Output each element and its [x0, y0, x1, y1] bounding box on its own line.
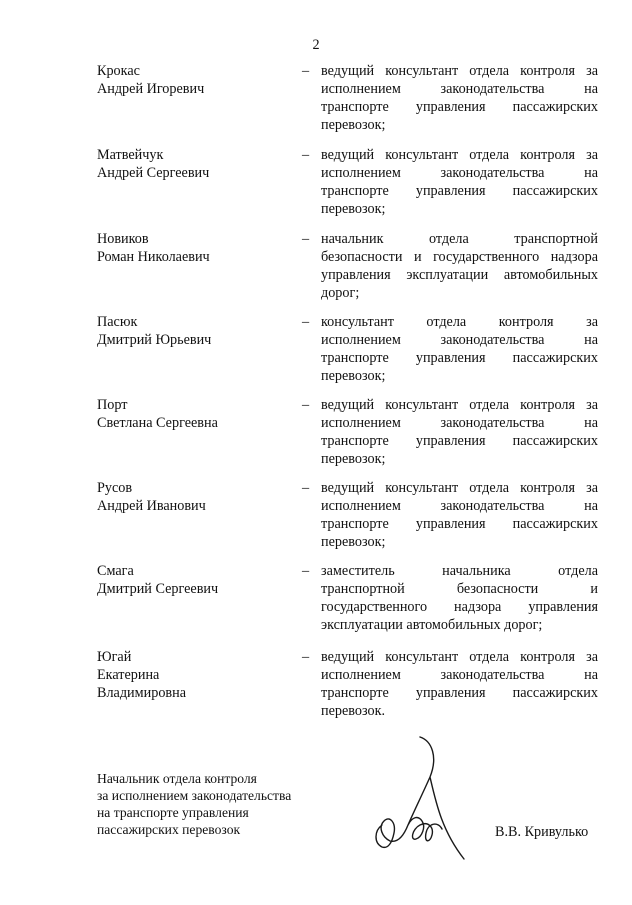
staff-role-line: ведущий консультант отдела контроля за: [321, 480, 598, 496]
staff-name-line: Андрей Сергеевич: [97, 165, 210, 181]
staff-name: [97, 396, 287, 432]
signer-name: В.В. Кривулько: [495, 824, 589, 840]
staff-name-line: Новиков: [97, 231, 149, 247]
footer-line: пассажирских перевозок: [97, 822, 241, 837]
staff-role: [321, 313, 598, 385]
staff-role-line: ведущий консультант отдела контроля за: [321, 147, 598, 163]
staff-role-line: исполнением законодательства на: [321, 81, 598, 97]
staff-role-line: государственного надзора управления: [321, 599, 598, 615]
staff-name: [97, 648, 287, 702]
staff-role-line: исполнением законодательства на: [321, 415, 598, 431]
staff-name-line: Светлана Сергеевна: [97, 415, 218, 431]
footer-line: на транспорте управления: [97, 805, 249, 820]
staff-role-line: исполнением законодательства на: [321, 498, 598, 514]
dash-separator: –: [302, 147, 310, 163]
staff-role-line: исполнением законодательства на: [321, 165, 598, 181]
dash-separator: –: [302, 314, 310, 330]
staff-role-line: транспорте управления пассажирских: [321, 183, 598, 199]
staff-role-line: ведущий консультант отдела контроля за: [321, 397, 598, 413]
dash-separator: –: [302, 231, 310, 247]
staff-name-line: Дмитрий Сергеевич: [97, 581, 219, 597]
handwritten-signature: [360, 733, 480, 863]
staff-role: [321, 648, 598, 720]
staff-name-line: Югай: [97, 649, 132, 665]
staff-name-line: Андрей Иванович: [97, 498, 206, 514]
staff-role-line: перевозок;: [321, 451, 386, 467]
staff-role: [321, 146, 598, 218]
staff-name-line: Матвейчук: [97, 147, 164, 163]
footer-line: Начальник отдела контроля: [97, 771, 257, 786]
staff-name-line: Смага: [97, 563, 134, 579]
staff-name-line: Крокас: [97, 63, 140, 79]
staff-role-line: перевозок;: [321, 201, 386, 217]
staff-role-line: консультант отдела контроля за: [321, 314, 598, 330]
staff-name-line: Русов: [97, 480, 133, 496]
staff-name-line: Владимировна: [97, 685, 186, 701]
staff-name-line: Роман Николаевич: [97, 249, 210, 265]
staff-role-line: перевозок;: [321, 534, 386, 550]
footer-line: за исполнением законодательства: [97, 788, 292, 803]
staff-role-line: ведущий консультант отдела контроля за: [321, 649, 598, 665]
staff-role-line: транспорте управления пассажирских: [321, 99, 598, 115]
staff-role-line: управления эксплуатации автомобильных: [321, 267, 598, 283]
staff-role-line: эксплуатации автомобильных дорог;: [321, 617, 543, 633]
staff-role-line: дорог;: [321, 285, 360, 301]
staff-role-line: перевозок;: [321, 117, 386, 133]
dash-separator: –: [302, 480, 310, 496]
staff-name: [97, 562, 287, 598]
staff-role-line: ведущий консультант отдела контроля за: [321, 63, 598, 79]
staff-role-line: заместитель начальника отдела: [321, 563, 598, 579]
staff-role-line: транспорте управления пассажирских: [321, 516, 598, 532]
staff-role-line: транспорте управления пассажирских: [321, 433, 598, 449]
staff-role: [321, 562, 598, 634]
staff-role-line: исполнением законодательства на: [321, 332, 598, 348]
staff-name: [97, 62, 287, 98]
dash-separator: –: [302, 397, 310, 413]
staff-name-line: Екатерина: [97, 667, 160, 683]
staff-role-line: исполнением законодательства на: [321, 667, 598, 683]
footer-position: [97, 770, 337, 838]
dash-separator: –: [302, 63, 310, 79]
staff-name-line: Дмитрий Юрьевич: [97, 332, 212, 348]
staff-name-line: Пасюк: [97, 314, 138, 330]
staff-role-line: транспортной безопасности и: [321, 581, 598, 597]
staff-role: [321, 62, 598, 134]
page-number: 2: [312, 37, 320, 53]
staff-name: [97, 230, 287, 266]
staff-name-line: Андрей Игоревич: [97, 81, 205, 97]
staff-role: [321, 396, 598, 468]
staff-name: [97, 146, 287, 182]
dash-separator: –: [302, 563, 310, 579]
staff-name: [97, 313, 287, 349]
staff-role: [321, 230, 598, 302]
staff-name: [97, 479, 287, 515]
staff-role-line: безопасности и государственного надзора: [321, 249, 598, 265]
staff-role-line: транспорте управления пассажирских: [321, 350, 598, 366]
staff-name-line: Порт: [97, 397, 128, 413]
staff-role-line: начальник отдела транспортной: [321, 231, 598, 247]
staff-role-line: перевозок;: [321, 368, 386, 384]
staff-role-line: транспорте управления пассажирских: [321, 685, 598, 701]
dash-separator: –: [302, 649, 310, 665]
staff-role: [321, 479, 598, 551]
staff-role-line: перевозок.: [321, 703, 386, 719]
